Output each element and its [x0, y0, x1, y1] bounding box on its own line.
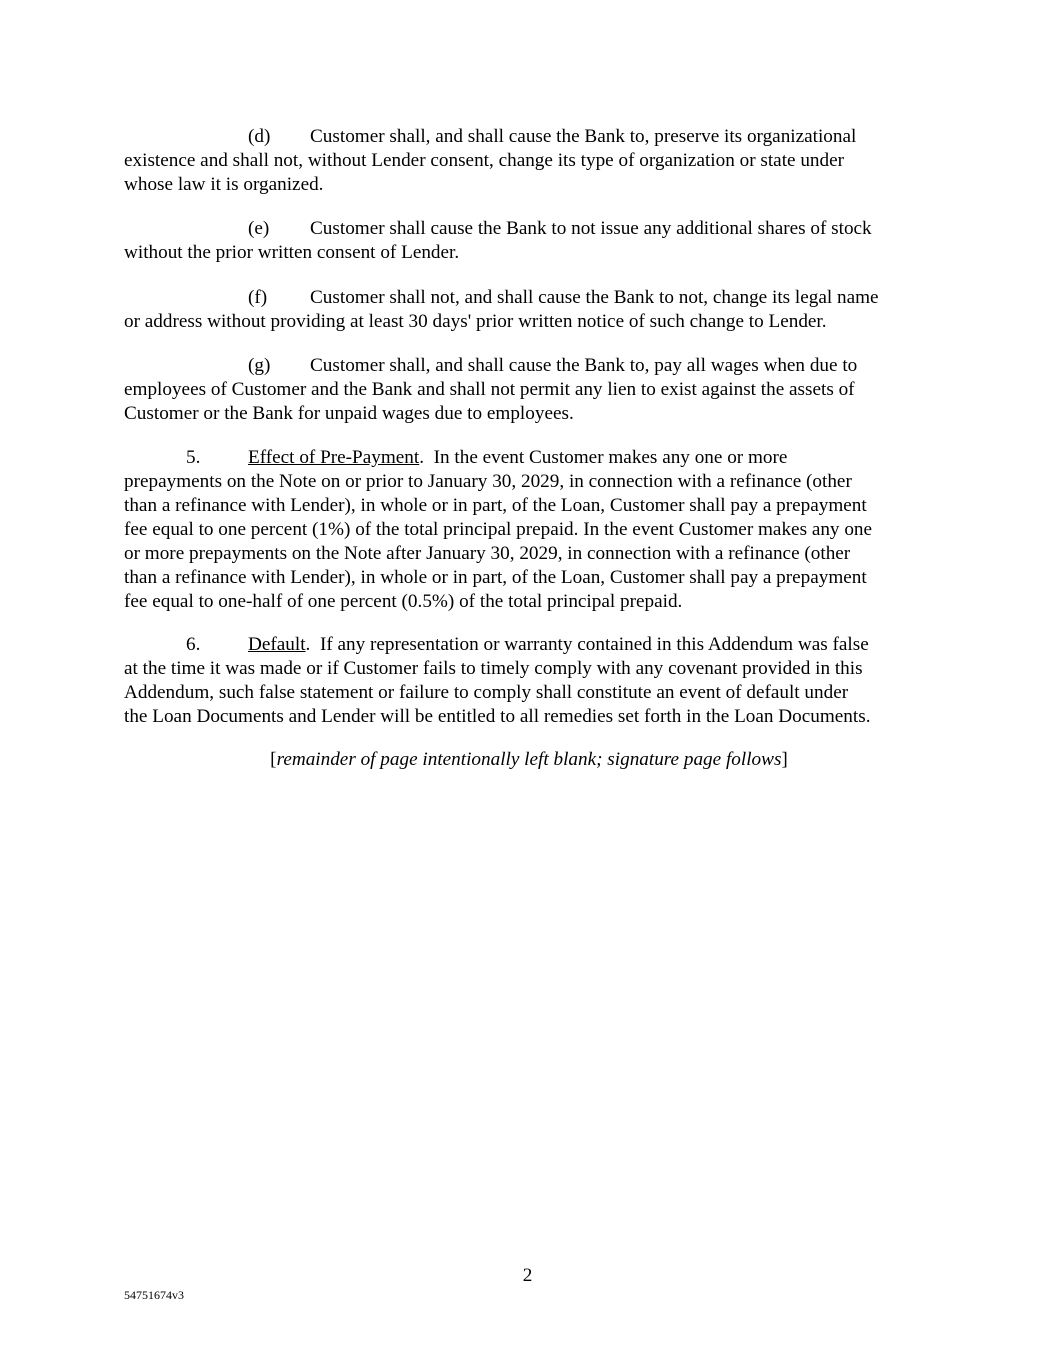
paragraph-d — [124, 125, 934, 197]
section-6 — [124, 633, 934, 729]
paragraph-g-label: (g) — [248, 355, 271, 376]
closing-note-text: remainder of page intentionally left blank; signature page follows — [276, 749, 782, 770]
paragraph-f-label: (f) — [248, 287, 268, 308]
paragraph-f — [124, 286, 934, 334]
page-number: 2 — [522, 1265, 533, 1286]
section-6-line-3: Addendum, such false statement or failure to comply shall constitute an event of default under — [124, 682, 849, 703]
paragraph-d-line-2: existence and shall not, without Lender consent, change its type of organization or state under — [124, 150, 845, 171]
section-6-line-4: the Loan Documents and Lender will be entitled to all remedies set forth in the Loan Documents. — [124, 706, 871, 727]
section-5-number: 5. — [186, 447, 201, 468]
closing-note-open-bracket: [ — [270, 749, 277, 770]
section-5-line-7: fee equal to one-half of one percent (0.5%) of the total principal prepaid. — [124, 591, 683, 612]
section-5-line-6: than a refinance with Lender), in whole or in part, of the Loan, Customer shall pay a prepayment — [124, 567, 867, 588]
paragraph-f-line-1: Customer shall not, and shall cause the Bank to not, change its legal name — [310, 287, 879, 308]
paragraph-d-line-1: Customer shall, and shall cause the Bank to, preserve its organizational — [310, 126, 857, 147]
section-5-heading: Effect of Pre-Payment — [248, 447, 420, 468]
paragraph-d-label: (d) — [248, 126, 271, 147]
closing-note-close-bracket: ] — [781, 749, 788, 770]
section-5-first-line: . In the event Customer makes any one or more — [419, 447, 788, 468]
section-6-first-line: . If any representation or warranty contained in this Addendum was false — [305, 634, 869, 655]
section-5-line-5: or more prepayments on the Note after January 30, 2029, in connection with a refinance (other — [124, 543, 851, 564]
section-6-heading: Default — [248, 634, 306, 655]
closing-note — [124, 748, 934, 772]
document-id: 54751674v3 — [124, 1288, 184, 1302]
paragraph-g-line-2: employees of Customer and the Bank and shall not permit any lien to exist against the assets of — [124, 379, 855, 400]
paragraph-d-line-3: whose law it is organized. — [124, 174, 324, 195]
section-5-line-4: fee equal to one percent (1%) of the total principal prepaid. In the event Customer makes any one — [124, 519, 873, 540]
section-6-number: 6. — [186, 634, 201, 655]
paragraph-f-line-2: or address without providing at least 30 days' prior written notice of such change to Lender. — [124, 311, 827, 332]
section-5-line-3: than a refinance with Lender), in whole or in part, of the Loan, Customer shall pay a prepayment — [124, 495, 867, 516]
paragraph-g — [124, 354, 934, 426]
section-5 — [124, 446, 934, 614]
section-5-line-2: prepayments on the Note on or prior to January 30, 2029, in connection with a refinance (other — [124, 471, 852, 492]
section-6-line-2: at the time it was made or if Customer fails to timely comply with any covenant provided in this — [124, 658, 863, 679]
paragraph-g-line-3: Customer or the Bank for unpaid wages due to employees. — [124, 403, 574, 424]
paragraph-e — [124, 217, 934, 265]
paragraph-g-line-1: Customer shall, and shall cause the Bank to, pay all wages when due to — [310, 355, 858, 376]
paragraph-e-line-2: without the prior written consent of Lender. — [124, 242, 460, 263]
paragraph-e-line-1: Customer shall cause the Bank to not issue any additional shares of stock — [310, 218, 872, 239]
paragraph-e-label: (e) — [248, 218, 270, 239]
